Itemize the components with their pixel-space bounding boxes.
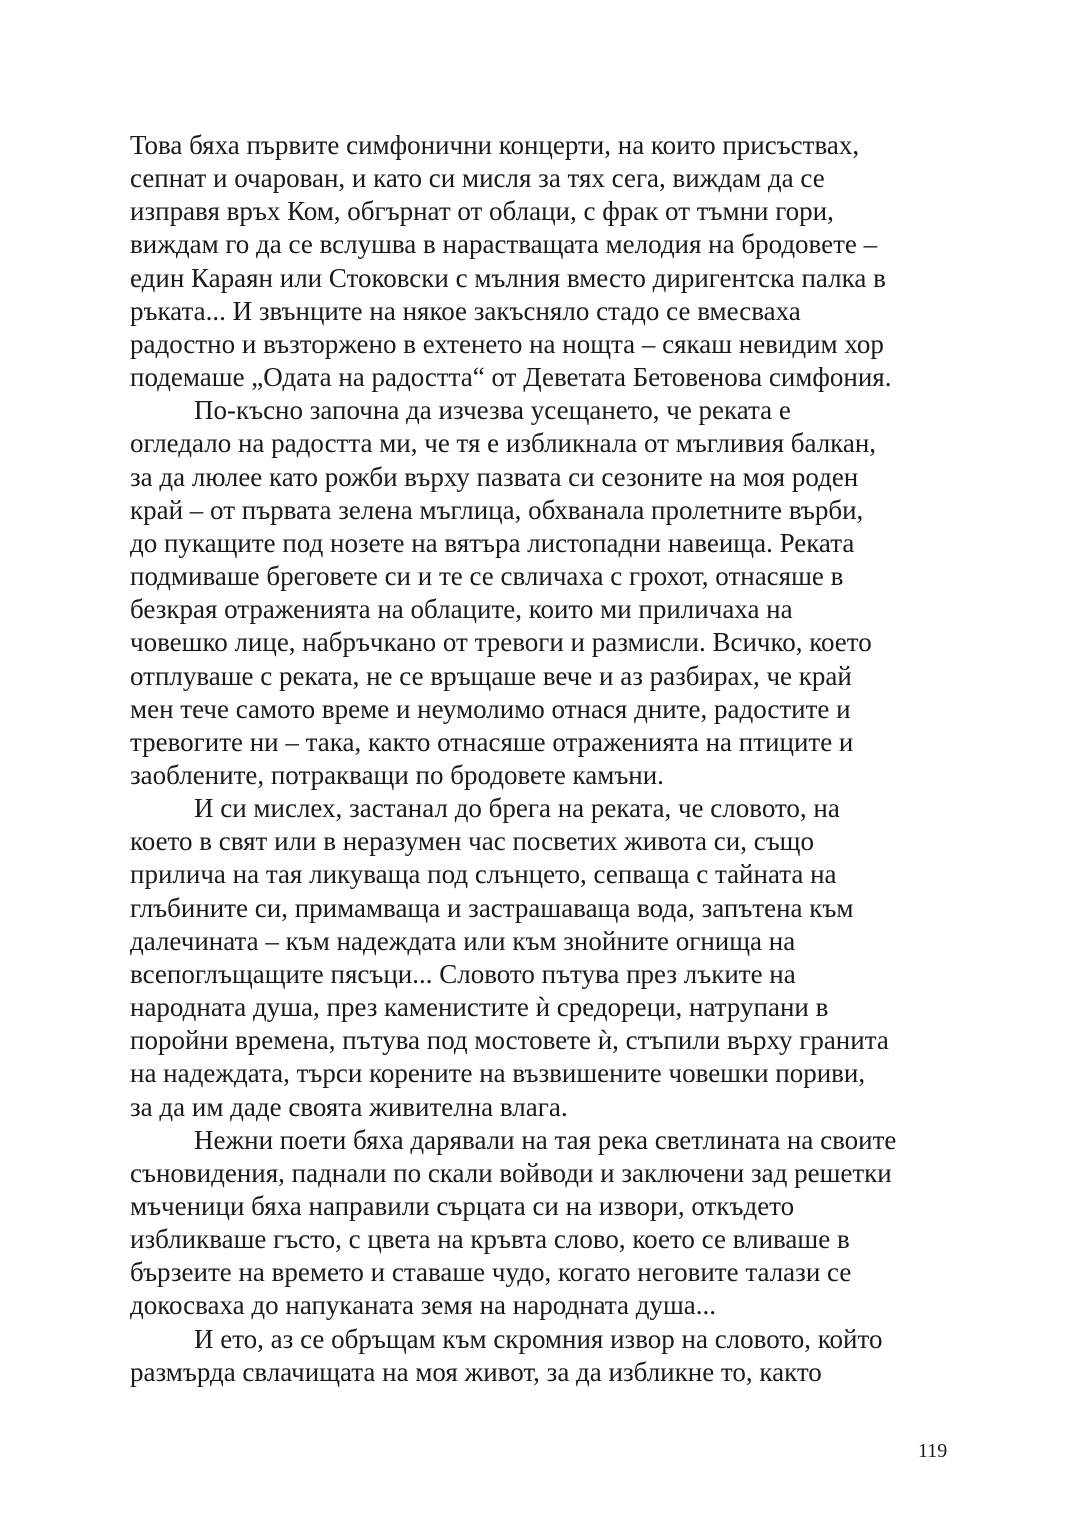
paragraph-first-line: Нежни поети бяха дарявали на тая река светлината на своите — [194, 1124, 897, 1155]
text-line: за да им даде своята живителна влага. — [130, 1091, 568, 1122]
text-line: край – от първата зелена мъглица, обхванала пролетните върби, — [130, 494, 864, 525]
page-text — [130, 129, 960, 1389]
text-line: безкрая отраженията на облаците, които ми приличаха на — [130, 594, 793, 625]
text-line: тревогите ни – така, както отнасяше отраженията на птиците и — [130, 726, 854, 757]
text-line: човешко лице, набръчкано от тревоги и размисли. Всичко, което — [130, 627, 872, 658]
paragraph-first-line: И си мислех, застанал до брега на реката, че словото, на — [194, 793, 840, 824]
text-line: за да люлее като рожби върху пазвата си сезоните на моя роден — [130, 461, 859, 492]
text-line: народната душа, през каменистите ѝ средореци, натрупани в — [130, 992, 829, 1023]
text-line: глъбините си, примамваща и застрашаваща вода, запътена към — [130, 892, 854, 923]
text-line: радостно и възторжено в ехтенето на нощта – сякаш невидим хор — [130, 328, 884, 359]
text-line: подмиваше бреговете си и те се свличаха с грохот, отнасяше в — [130, 561, 844, 592]
text-line: далечината – към надеждата или към знойните огнища на — [130, 925, 796, 956]
paragraph-first-line: И ето, аз се обръщам към скромния извор на словото, който — [194, 1323, 883, 1354]
text-line: прилича на тая ликуваща под слънцето, сепваща с тайната на — [130, 859, 837, 890]
text-line: поройни времена, пътува под мостовете ѝ, стъпили върху гранита — [130, 1025, 889, 1056]
text-line: до пукащите под нозете на вятъра листопадни навеища. Реката — [130, 527, 855, 558]
text-line: Това бяха първите симфонични концерти, на които присъствах, — [130, 130, 860, 160]
text-line: всепоглъщащите пясъци... Словото пътува през лъките на — [130, 958, 796, 989]
text-line: мен тече самото време и неумолимо отнася дните, радостите и — [130, 693, 851, 724]
text-line: което в свят или в неразумен час посветих живота си, също — [130, 826, 814, 857]
text-line: сепнат и очарован, и като си мисля за тях сега, виждам да се — [130, 163, 825, 194]
text-line: огледало на радостта ми, че тя е избликнала от мъгливия балкан, — [130, 428, 877, 459]
text-line: подемаше „Одата на радостта“ от Деветата Бетовенова симфония. — [130, 362, 892, 393]
text-line: изправя връх Ком, обгърнат от облаци, с фрак от тъмни гори, — [130, 196, 834, 227]
text-line: ръката... И звънците на някое закъсняло стадо се вмесваха — [130, 295, 801, 326]
page-number: 119 — [918, 1440, 948, 1462]
text-line: съновидения, паднали по скали войводи и заключени зад решетки — [130, 1157, 892, 1188]
text-line: виждам го да се вслушва в нарастващата мелодия на бродовете – — [130, 229, 878, 260]
text-line: мъченици бяха направили сърцата си на извори, откъдето — [130, 1191, 795, 1221]
text-line: избликваше гъсто, с цвета на кръвта слово, което се вливаше в — [130, 1224, 850, 1255]
text-line: заоблените, потракващи по бродовете камъни. — [130, 759, 664, 790]
text-line: отплуваше с реката, не се връщаше вече и аз разбирах, че край — [130, 660, 852, 691]
paragraph-first-line: По-късно започна да изчезва усещането, че реката е — [194, 395, 791, 426]
text-line: размърда свлачищата на моя живот, за да избликне то, както — [130, 1356, 822, 1387]
text-line: бързеите на времето и ставаше чудо, когато неговите талази се — [130, 1257, 852, 1288]
text-line: на надеждата, търси корените на възвишените човешки пориви, — [130, 1058, 866, 1089]
text-line: един Караян или Стоковски с мълния вместо диригентска палка в — [130, 262, 886, 293]
text-line: докосваха до напуканата земя на народната душа... — [130, 1290, 717, 1321]
